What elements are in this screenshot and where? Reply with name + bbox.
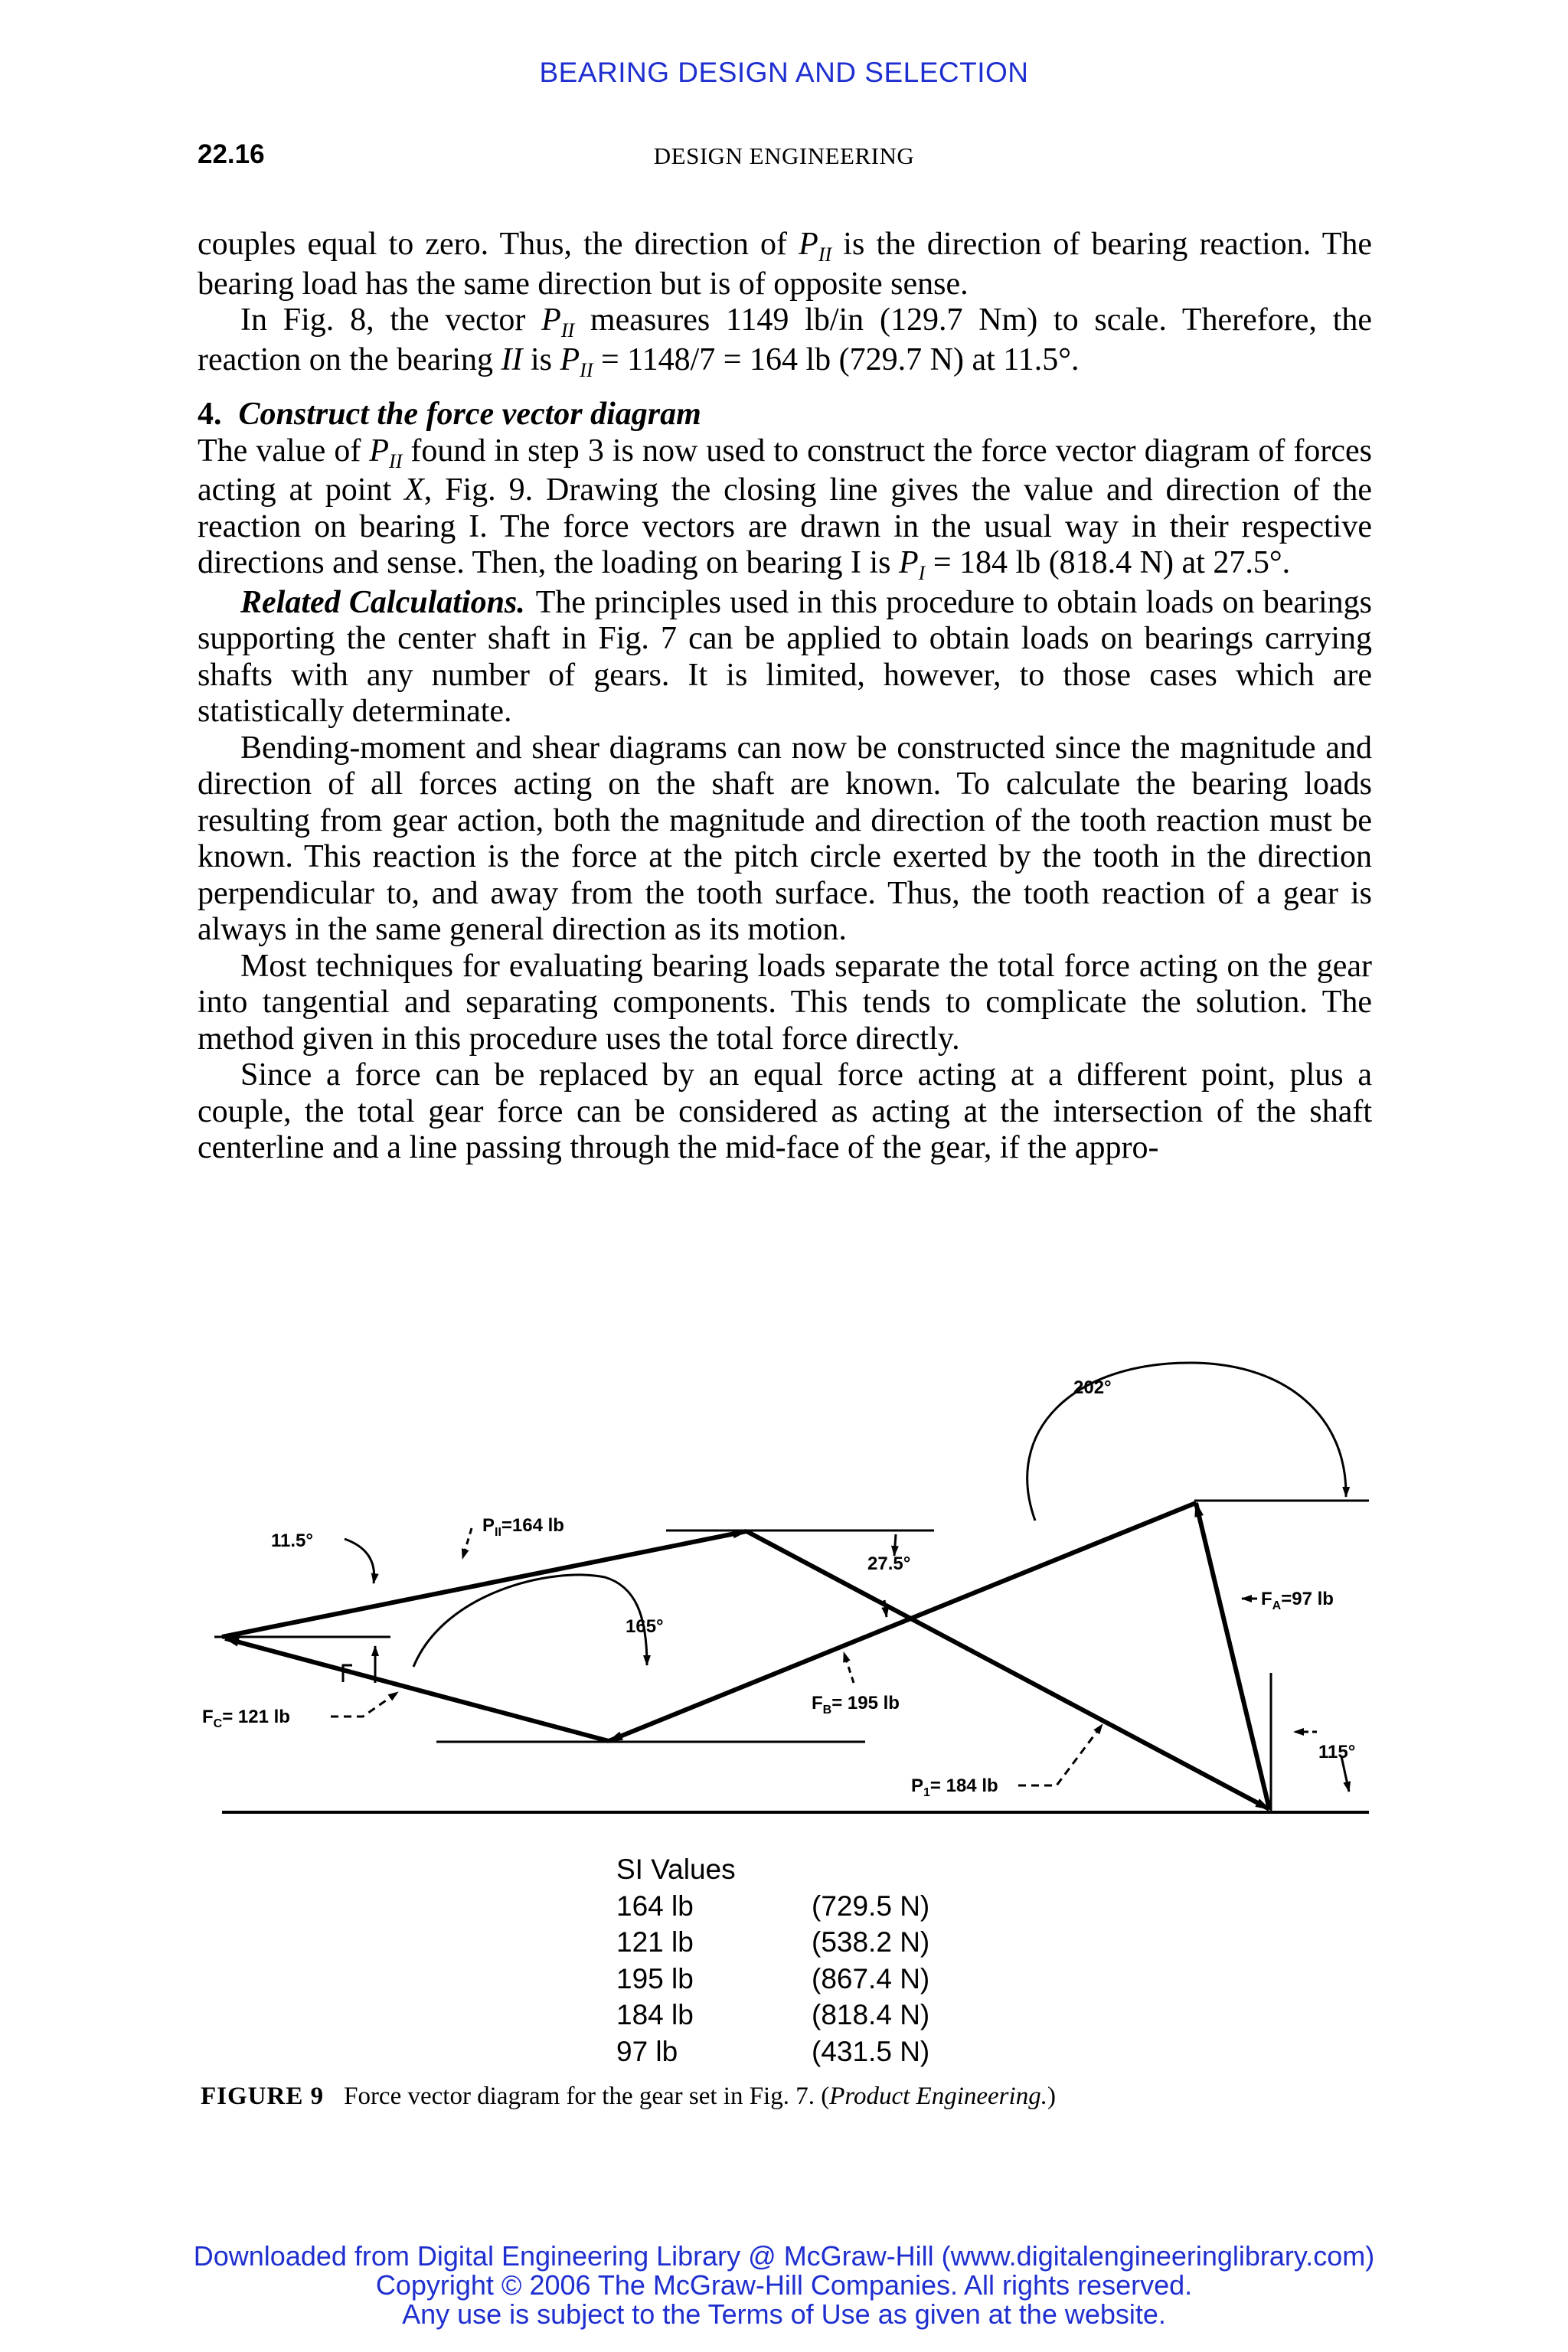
caption-source: Product Engineering. xyxy=(829,2082,1047,2110)
label-f-b-subscript: B xyxy=(822,1704,832,1717)
symbol-p: P xyxy=(799,227,818,262)
si-value-n: (818.4 N) xyxy=(812,1999,930,2030)
si-row xyxy=(616,2034,929,2070)
si-row xyxy=(616,1888,929,1925)
si-value-n: (431.5 N) xyxy=(812,2035,930,2067)
text-run: is the direction of bearing reaction. The bearing load has the same direction but is of opposite sense. xyxy=(198,227,1372,302)
label-p-ii-symbol: P xyxy=(482,1515,495,1536)
subscript: II xyxy=(389,449,403,472)
paragraph-1 xyxy=(198,227,1372,302)
paragraph-7: Since a force can be replaced by an equal force acting at a different point, plus a couple, the total gear force can be considered as acting at the intersection of the shaft centerline and a line passing through the mid-face of the gear, if the appro- xyxy=(198,1057,1372,1165)
si-value-lb: 164 lb xyxy=(616,1890,694,1922)
figure-label: FIGURE 9 xyxy=(201,2082,325,2110)
page-number: 22.16 xyxy=(198,139,265,169)
label-f-a-subscript: A xyxy=(1272,1599,1282,1612)
footer-line-1: Downloaded from Digital Engineering Library @ McGraw-Hill (www.digitalengineeringlibrary.com) xyxy=(193,2240,1375,2272)
label-p-ii-value: =164 lb xyxy=(501,1515,564,1536)
running-head: DESIGN ENGINEERING xyxy=(653,142,915,169)
paragraph-4 xyxy=(198,585,1372,730)
label-p-ii-subscript: II xyxy=(495,1526,501,1539)
subscript: I xyxy=(918,562,926,584)
vector-f-b xyxy=(609,1503,1196,1741)
label-f-c xyxy=(202,1707,290,1730)
caption-text-end: ) xyxy=(1047,2082,1056,2110)
tick-angle-27-5-lower xyxy=(884,1600,887,1617)
si-value-lb: 121 lb xyxy=(616,1926,694,1958)
label-angle-27-5: 27.5° xyxy=(867,1553,911,1574)
vector-f-a xyxy=(1196,1503,1269,1809)
leader-p-ii xyxy=(462,1528,472,1559)
label-f-c-subscript: C xyxy=(213,1717,223,1730)
tick-angle-27-5 xyxy=(894,1534,896,1556)
label-angle-202: 202° xyxy=(1073,1377,1112,1398)
label-f-c-symbol: F xyxy=(202,1707,214,1727)
leader-f-c xyxy=(331,1692,398,1717)
text-run: , Fig. 9. Drawing the closing line gives the value and direction of the reaction on bearing I. The force vectors are drawn in the usual way in their respective directions and sense. Then, the loading on bearing I is xyxy=(198,472,1372,580)
text-run: = 184 lb (818.4 N) at 27.5°. xyxy=(925,545,1291,580)
subscript: II xyxy=(560,319,575,341)
leader-11-5 xyxy=(345,1539,374,1583)
force-vector-diagram xyxy=(191,1317,1386,1838)
label-p-1-symbol: P xyxy=(911,1775,924,1796)
section-number: 4. xyxy=(198,397,222,432)
section-heading xyxy=(198,397,1372,433)
text-run: couples equal to zero. Thus, the direction of xyxy=(198,227,799,262)
si-row xyxy=(616,1997,929,2034)
si-values-table xyxy=(616,1851,929,2069)
symbol-p: P xyxy=(369,433,390,469)
footer-line-3: Any use is subject to the Terms of Use as given at the website. xyxy=(402,2298,1166,2330)
caption-text: Force vector diagram for the gear set in Fig. 7. ( xyxy=(344,2082,830,2110)
download-footer xyxy=(0,2242,1568,2329)
si-value-lb: 195 lb xyxy=(616,1962,694,1994)
subscript: II xyxy=(818,243,832,266)
si-row xyxy=(616,1961,929,1998)
text-run: is xyxy=(522,341,560,377)
text-run: found in step 3 is now used to construct the force vector diagram of forces acting at point xyxy=(198,433,1372,508)
footer-line-2: Copyright © 2006 The McGraw-Hill Companies. All rights reserved. xyxy=(375,2269,1193,2301)
italic-run: II xyxy=(501,341,523,377)
book-title-header: BEARING DESIGN AND SELECTION xyxy=(539,57,1029,88)
label-p-1-subscript: 1 xyxy=(923,1786,930,1799)
figure-caption xyxy=(201,2082,1056,2111)
vector-p-i xyxy=(746,1531,1269,1809)
label-f-a-symbol: F xyxy=(1261,1589,1272,1609)
label-p-1-value: = 184 lb xyxy=(929,1775,998,1796)
leader-f-b xyxy=(844,1652,854,1683)
arc-angle-165 xyxy=(413,1575,647,1667)
label-f-a-value: =97 lb xyxy=(1281,1589,1334,1609)
text-run: The value of xyxy=(198,433,370,469)
si-value-n: (867.4 N) xyxy=(812,1962,930,1994)
italic-run: X xyxy=(404,472,424,508)
run-in-heading: Related Calculations. xyxy=(240,584,525,620)
label-f-b xyxy=(812,1693,900,1717)
text-run: In Fig. 8, the vector xyxy=(240,302,542,338)
text-run: = 1148/7 = 164 lb (729.7 N) at 11.5°. xyxy=(593,341,1080,377)
si-value-lb: 97 lb xyxy=(616,2035,678,2067)
si-value-n: (538.2 N) xyxy=(812,1926,930,1958)
paragraph-5: Bending-moment and shear diagrams can now be constructed since the magnitude and direction of all forces acting on the shaft are known. To calculate the bearing loads resulting from gear action, both the magnitude and direction of the tooth reaction must be known. This reaction is the force at the pitch circle exerted by the tooth in the direction perpendicular to, and away from the tooth surface. Thus, the tooth reaction of a gear is always in the same general direction as its motion. xyxy=(198,730,1372,947)
symbol-p: P xyxy=(899,545,919,580)
symbol-p: P xyxy=(541,302,561,338)
label-angle-165: 165° xyxy=(626,1616,664,1637)
label-f-b-value: = 195 lb xyxy=(831,1693,900,1713)
si-row xyxy=(616,1924,929,1961)
paragraph-3 xyxy=(198,433,1372,585)
label-f-a xyxy=(1261,1589,1334,1612)
label-angle-11-5: 11.5° xyxy=(271,1530,313,1551)
paragraph-6: Most techniques for evaluating bearing loads separate the total force acting on the gear into tangential and separating components. This tends to complicate the solution. The method given in this procedure uses the total force directly. xyxy=(198,948,1372,1057)
si-values-title: SI Values xyxy=(616,1854,736,1885)
subscript: II xyxy=(580,358,593,381)
section-title: Construct the force vector diagram xyxy=(238,397,701,432)
symbol-p: P xyxy=(560,341,580,377)
body-text xyxy=(198,227,1372,1167)
label-p-ii xyxy=(482,1515,564,1539)
force-diagram-svg xyxy=(191,1317,1386,1838)
text-run: The principles used in this procedure to obtain loads on bearings supporting the center shaft in Fig. 7 can be applied to obtain loads on bearings carrying shafts with any number of gears. It is limited, however, to those cases which are statistically determinate. xyxy=(198,584,1372,729)
leader-p-1 xyxy=(1018,1724,1102,1785)
paragraph-2 xyxy=(198,302,1372,381)
si-value-n: (729.5 N) xyxy=(812,1890,930,1922)
si-value-lb: 184 lb xyxy=(616,1999,694,2030)
label-f-c-value: = 121 lb xyxy=(222,1707,290,1727)
label-p-1 xyxy=(911,1775,998,1799)
label-f-b-symbol: F xyxy=(812,1693,823,1713)
text-run: measures 1149 lb/in (129.7 Nm) to scale. Therefore, the reaction on the bearing xyxy=(198,302,1373,377)
label-angle-115: 115° xyxy=(1318,1742,1356,1762)
